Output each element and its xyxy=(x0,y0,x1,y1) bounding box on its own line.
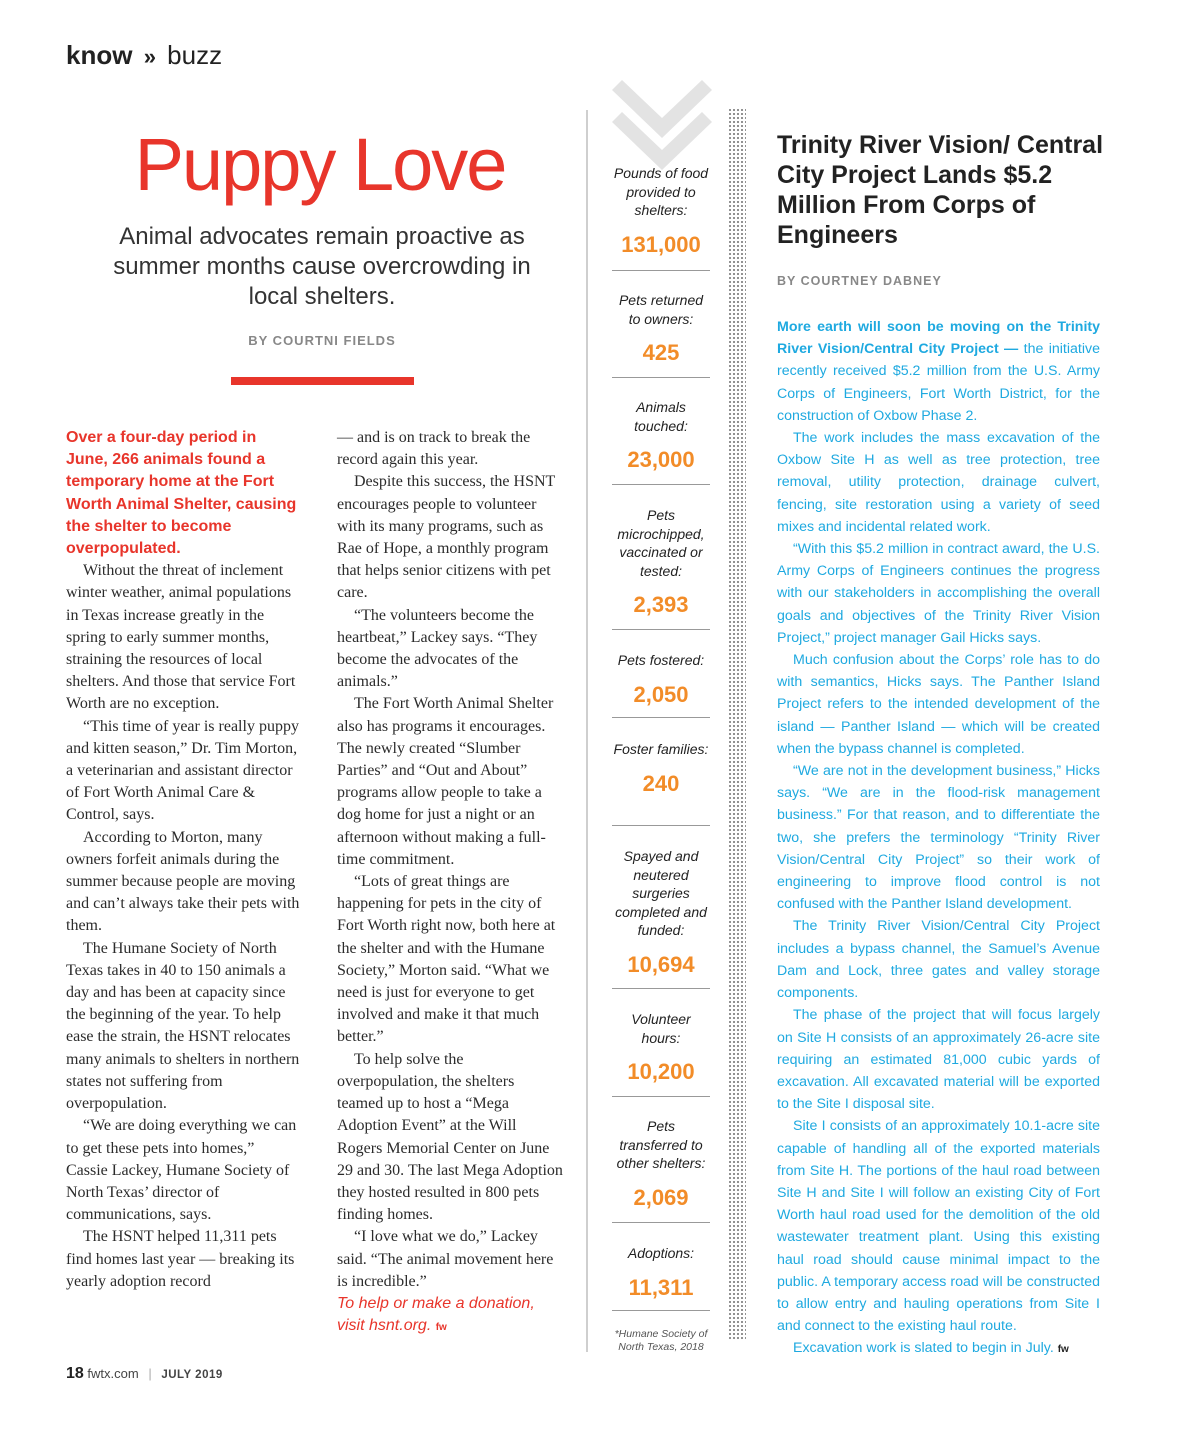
paragraph: To help solve the overpopulation, the shelters teamed up to host a “Mega Adoption Event” at the Will Rogers Memorial Center on June 29 and 30. The last Mega Adoption they hosted resulted in 800 pets finding homes. xyxy=(337,1050,563,1224)
stat-label: Adoptions: xyxy=(627,1245,695,1261)
stat-label: Volunteer hours: xyxy=(631,1011,691,1046)
stat-item xyxy=(612,651,710,708)
stat-divider xyxy=(612,1310,710,1311)
paragraph: “We are not in the development business,” Hicks says. “We are in the flood-risk management business.” For that reason, and to differentiate the two, she prefers the terminology “Trinity River Vision/Central City Project” so their work of engineering to improve flood control is not confused with the Panther Island development. xyxy=(777,763,1100,913)
stat-value: 10,694 xyxy=(627,951,695,977)
page-number: 18 xyxy=(66,1365,84,1382)
stats-footnote: *Humane Society of North Texas, 2018 xyxy=(614,1328,708,1353)
paragraph: The Trinity River Vision/Central City Project includes a bypass channel, the Samuel’s Avenue Dam and Lock, three gates and valley storage components. xyxy=(777,918,1100,1002)
lead-rest: the initiative recently received $5.2 million from the U.S. Army Corps of Engineers, Fort Worth District, for the construction of Oxbow Phase 2. xyxy=(777,341,1100,424)
article-column-1 xyxy=(66,427,300,1293)
stat-value: 2,069 xyxy=(633,1184,689,1210)
article-dek: Animal advocates remain proactive as summer months cause overcrowding in local shelters. xyxy=(113,223,531,310)
paragraph: Without the threat of inclement winter weather, animal populations in Texas increase greatly in the spring to early summer months, straining the resources of local shelters. And those that service Fort Worth are no exception. xyxy=(66,562,296,713)
stat-value: 425 xyxy=(642,340,680,365)
article-headline: Puppy Love xyxy=(134,123,506,206)
right-article-byline: BY COURTNEY DABNEY xyxy=(777,274,942,288)
stat-label: Foster families: xyxy=(613,741,709,757)
closing-paragraph xyxy=(777,1337,1100,1361)
stat-label: Pets transferred to other shelters: xyxy=(616,1118,706,1171)
stat-divider xyxy=(612,1096,710,1097)
section-header xyxy=(66,40,222,71)
stat-value: 10,200 xyxy=(627,1059,695,1084)
stat-item xyxy=(612,506,710,618)
paragraph: Site I consists of an approximately 10.1-acre site capable of handling all of the exported materials from Site H. The portions of the haul road between Site H and Site I will follow an existing City of Fort Worth haul road used for the demolition of the old wastewater treatment plant. Using this existing haul road should cause minimal impact to the public. A temporary access road will be constructed to allow entry and hauling operations from Site I and connect to the existing haul route. xyxy=(777,1118,1100,1335)
stat-label: Pets microchipped, vaccinated or tested: xyxy=(617,507,705,579)
section-know: know xyxy=(66,40,133,70)
footer-separator: | xyxy=(148,1366,152,1381)
paragraph: The HSNT helped 11,311 pets find homes last year — breaking its yearly adoption record xyxy=(66,1228,295,1290)
stat-divider xyxy=(612,377,710,378)
stat-divider xyxy=(612,270,710,271)
stat-divider xyxy=(612,484,710,485)
stat-item xyxy=(612,1117,710,1211)
stat-item xyxy=(612,1010,710,1085)
stat-label: Pets returned to owners: xyxy=(618,292,704,327)
article-column-2 xyxy=(337,427,563,1339)
chevron-decoration-icon xyxy=(612,80,712,170)
stat-label: Animals touched: xyxy=(634,399,688,434)
stat-label: Pets fostered: xyxy=(617,652,705,668)
stat-divider xyxy=(612,1222,710,1223)
paragraph: The work includes the mass excavation of the Oxbow Site H as well as tree protection, tree removal, utility protection, drainage culvert, fencing, site restoration using a variety of seed mixes and incidental related work. xyxy=(777,430,1100,535)
right-article-body xyxy=(777,316,1100,1362)
section-buzz: buzz xyxy=(167,40,223,70)
article-byline: BY COURTNI FIELDS xyxy=(248,333,396,348)
paragraph: The Fort Worth Animal Shelter also has programs it encourages. The newly created “Slumber Parties” and “Out and About” programs allow people to take a dog home for just a night or an afternoon without making a full-time commitment. xyxy=(337,695,554,868)
paragraph: Excavation work is slated to begin in July. xyxy=(793,1340,1054,1357)
stat-label: Spayed and neutered surgeries completed and funded: xyxy=(615,848,707,938)
lead-bold: More earth will soon be moving on the Trinity River Vision/Central City Project — xyxy=(777,319,1100,358)
stat-item xyxy=(612,164,710,258)
stat-value: 131,000 xyxy=(621,231,701,257)
stat-item xyxy=(612,1244,710,1301)
right-article-lead xyxy=(777,316,1100,427)
stat-value: 240 xyxy=(642,770,680,796)
footer-site: fwtx.com xyxy=(87,1366,139,1381)
end-mark: fw xyxy=(435,1322,447,1334)
stat-divider xyxy=(612,825,710,826)
paragraph: “With this $5.2 million in contract award, the U.S. Army Corps of Engineers continues the progress with our stakeholders in accomplishing the overall goals and objectives of the Trinity River Vision Project,” project manager Gail Hicks says. xyxy=(777,541,1100,646)
paragraph: Much confusion about the Corps’ role has to do with semantics, Hicks says. The Panther Island Project refers to the intended development of the island — Panther Island — which will be created when the bypass channel is completed. xyxy=(777,652,1100,757)
stat-value: 2,050 xyxy=(633,681,689,707)
page-footer xyxy=(66,1365,223,1383)
donation-text: To help or make a donation, visit hsnt.org. xyxy=(337,1294,535,1335)
paragraph: According to Morton, many owners forfeit animals during the summer because people are moving and can’t always take their pets with them. xyxy=(66,828,300,935)
stat-item xyxy=(612,398,710,473)
stat-divider xyxy=(612,988,710,989)
dotted-divider-strip xyxy=(728,108,746,1340)
stat-item xyxy=(612,740,710,797)
end-mark: fw xyxy=(1057,1344,1069,1356)
donation-callout xyxy=(337,1293,563,1339)
paragraph: — and is on track to break the record again this year. xyxy=(337,429,531,469)
paragraph: “Lots of great things are happening for pets in the city of Fort Worth right now, both here at the shelter and with the Humane Society,” Morton said. “What we need is just for everyone to get involved and make it that much better.” xyxy=(337,873,556,1046)
article-lead: Over a four-day period in June, 266 animals found a temporary home at the Fort Worth Animal Shelter, causing the shelter to become overpopulated. xyxy=(66,429,297,558)
paragraph: “We are doing everything we can to get these pets into homes,” Cassie Lackey, Humane Society of North Texas’ director of communications, says. xyxy=(66,1117,297,1224)
stat-value: 2,393 xyxy=(633,592,689,617)
paragraph: “I love what we do,” Lackey said. “The animal movement here is incredible.” xyxy=(337,1228,554,1290)
stat-divider xyxy=(612,717,710,718)
right-article-headline: Trinity River Vision/ Central City Project Lands $5.2 Million From Corps of Engineers xyxy=(777,131,1104,249)
headline-divider-bar xyxy=(231,377,414,385)
footer-date: JULY 2019 xyxy=(161,1369,223,1381)
column-divider xyxy=(586,110,588,1352)
paragraph: “The volunteers become the heartbeat,” Lackey says. “They become the advocates of the animals.” xyxy=(337,606,538,691)
stat-item xyxy=(612,291,710,366)
stat-value: 23,000 xyxy=(627,447,695,472)
paragraph: The phase of the project that will focus largely on Site H consists of an approximately 26-acre site requiring an estimated 81,000 cubic yards of excavation. All excavated material will be exported to the Site I disposal site. xyxy=(777,1007,1100,1113)
stat-value: 11,311 xyxy=(628,1274,694,1300)
paragraph: “This time of year is really puppy and kitten season,” Dr. Tim Morton, a veterinarian and assistant director of Fort Worth Animal Care & Control, says. xyxy=(66,717,299,824)
paragraph: The Humane Society of North Texas takes in 40 to 150 animals a day and has been at capacity since the beginning of the year. To help ease the strain, the HSNT relocates many animals to shelters in northern states not suffering from overpopulation. xyxy=(66,939,300,1113)
stat-label: Pounds of food provided to shelters: xyxy=(613,165,709,218)
stat-item xyxy=(612,847,710,978)
section-separator: » xyxy=(143,44,156,69)
stat-divider xyxy=(612,629,710,630)
paragraph: Despite this success, the HSNT encourages people to volunteer with its many programs, such as Rae of Hope, a monthly program that helps senior citizens with pet care. xyxy=(337,473,556,602)
